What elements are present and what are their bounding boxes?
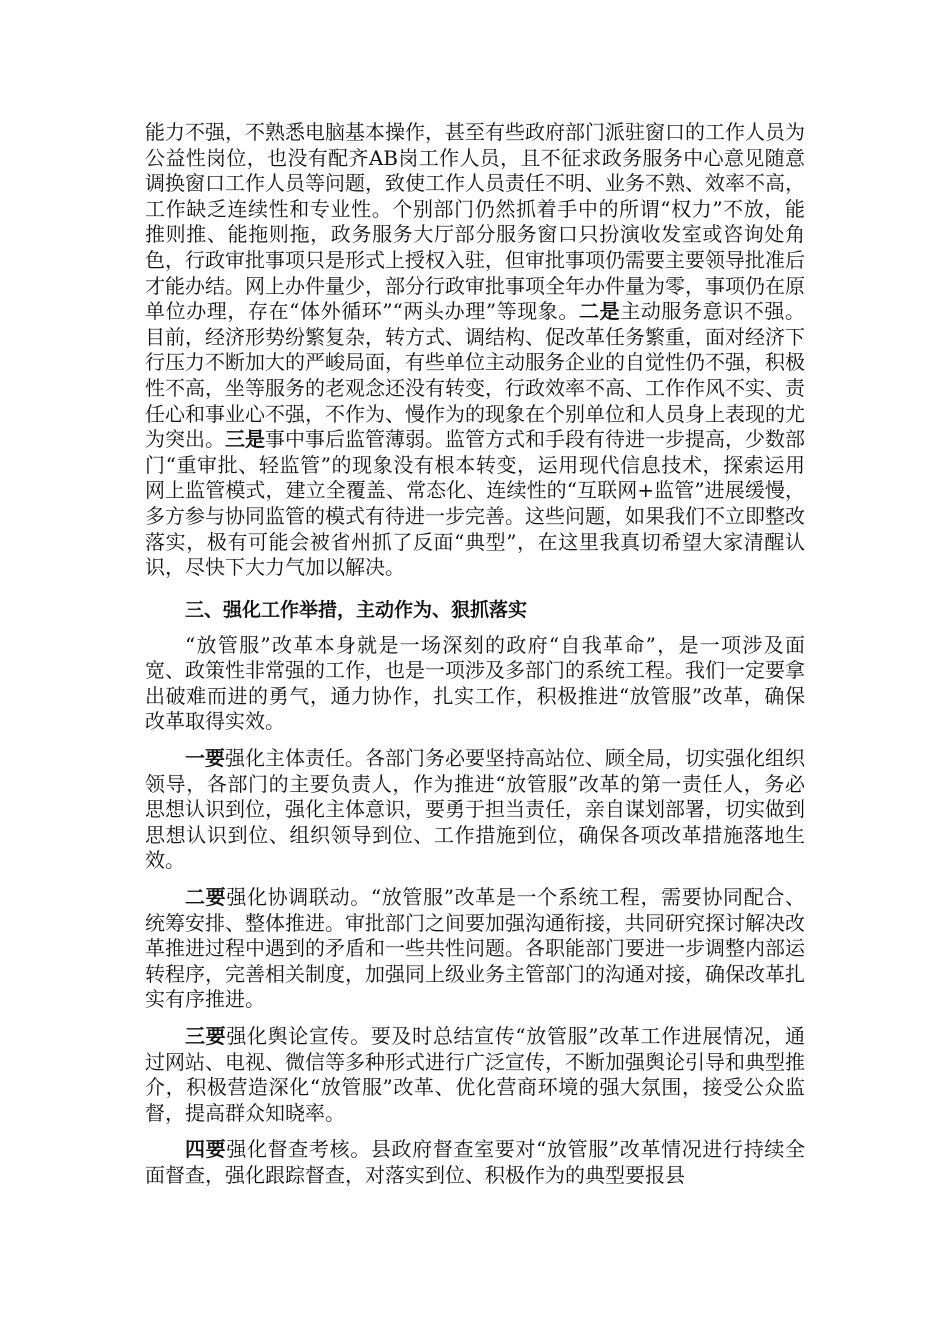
paragraph-responsibility [145,746,805,874]
paragraph-intro: “放管服”改革本身就是一场深刻的政府“自我革命”，是一项涉及面宽、政策性非常强的工作，也是一项涉及多部门的系统工程。我们一定要拿出破难而进的勇气，通力协作，扎实工作，积极推进“放管服”改革，确保改革取得实效。 [145,632,805,734]
paragraph-text: 强化督查考核。县政府督查室要对“放管服”改革情况进行持续全面督查，强化跟踪督查，对落实到位、积极作为的典型要报县 [145,1137,806,1187]
paragraph-text: 能力不强，不熟悉电脑基本操作，甚至有些政府部门派驻窗口的工作人员为公益性岗位，也没有配齐AB岗工作人员，且不征求政务服务中心意见随意调换窗口工作人员等问题，致使工作人员责任不明、业务不熟、效率不高，工作缺乏连续性和专业性。个别部门仍然抓着手中的所谓“权力”不放，能推则推、能拖则拖，政务服务大厅部分服务窗口只扮演收发室或咨询处角色，行政审批事项只是形式上授权入驻，但审批事项仍需要主要领导批准后才能办结。网上办件量少，部分行政审批事项全年办件量为零，事项仍在原单位办理，存在“体外循环”“两头办理”等现象。 [145,120,805,324]
paragraph-text: 强化主体责任。各部门务必要坚持高站位、顾全局，切实强化组织领导，各部门的主要负责人，作为推进“放管服”改革的第一责任人，务必思想认识到位，强化主体意识，要勇于担当责任，亲自谋划部署，切实做到思想认识到位、组织领导到位、工作措施到位，确保各项改革措施落地生效。 [145,746,805,873]
lead-phrase: 三要 [185,1024,227,1048]
lead-phrase-third: 三是 [225,427,265,452]
paragraph-problems [145,120,805,581]
paragraph-coordination [145,885,805,1013]
lead-phrase: 二要 [185,885,227,910]
paragraph-supervision [145,1137,805,1188]
lead-phrase: 四要 [185,1137,227,1162]
paragraph-text: 事中事后监管薄弱。监管方式和手段有待进一步提高，少数部门“重审批、轻监管”的现象没有根本转变，运用现代信息技术，探索运用网上监管模式，建立全覆盖、常态化、连续性的“互联网+监管”进展缓慢，多方参与协同监管的模式有待进一步完善。这些问题，如果我们不立即整改落实，极有可能会被省州抓了反面“典型”，在这里我真切希望大家清醒认识，尽快下大力气加以解决。 [145,427,805,580]
lead-phrase: 一要 [185,746,225,771]
paragraph-text: 强化舆论宣传。要及时总结宣传“放管服”改革工作进展情况，通过网站、电视、微信等多种形式进行广泛宣传，不断加强舆论引导和典型推介，积极营造深化“放管服”改革、优化营商环境的强大氛围，接受公众监督，提高群众知晓率。 [145,1024,806,1125]
document-page [145,120,805,1189]
paragraph-text: 强化协调联动。“放管服”改革是一个系统工程，需要协同配合、统筹安排、整体推进。审批部门之间要加强沟通衔接，共同研究探讨解决改革推进过程中遇到的矛盾和一些共性问题。各职能部门要进一步调整内部运转程序，完善相关制度，加强同上级业务主管部门的沟通对接，确保改革扎实有序推进。 [145,885,806,1012]
paragraph-publicity [145,1024,805,1126]
section-heading: 三、强化工作举措，主动作为、狠抓落实 [185,598,528,621]
lead-phrase-second: 二是 [579,299,621,324]
paragraph-text: 主动服务意识不强。目前，经济形势纷繁复杂，转方式、调结构、促改革任务繁重，面对经济下行压力不断加大的严峻局面，有些单位主动服务企业的自觉性仍不强，积极性不高，坐等服务的老观念还没有转变，行政效率不高、工作作风不实、责任心和事业心不强，不作为、慢作为的现象在个别单位和人员身上表现的尤为突出。 [145,299,806,452]
